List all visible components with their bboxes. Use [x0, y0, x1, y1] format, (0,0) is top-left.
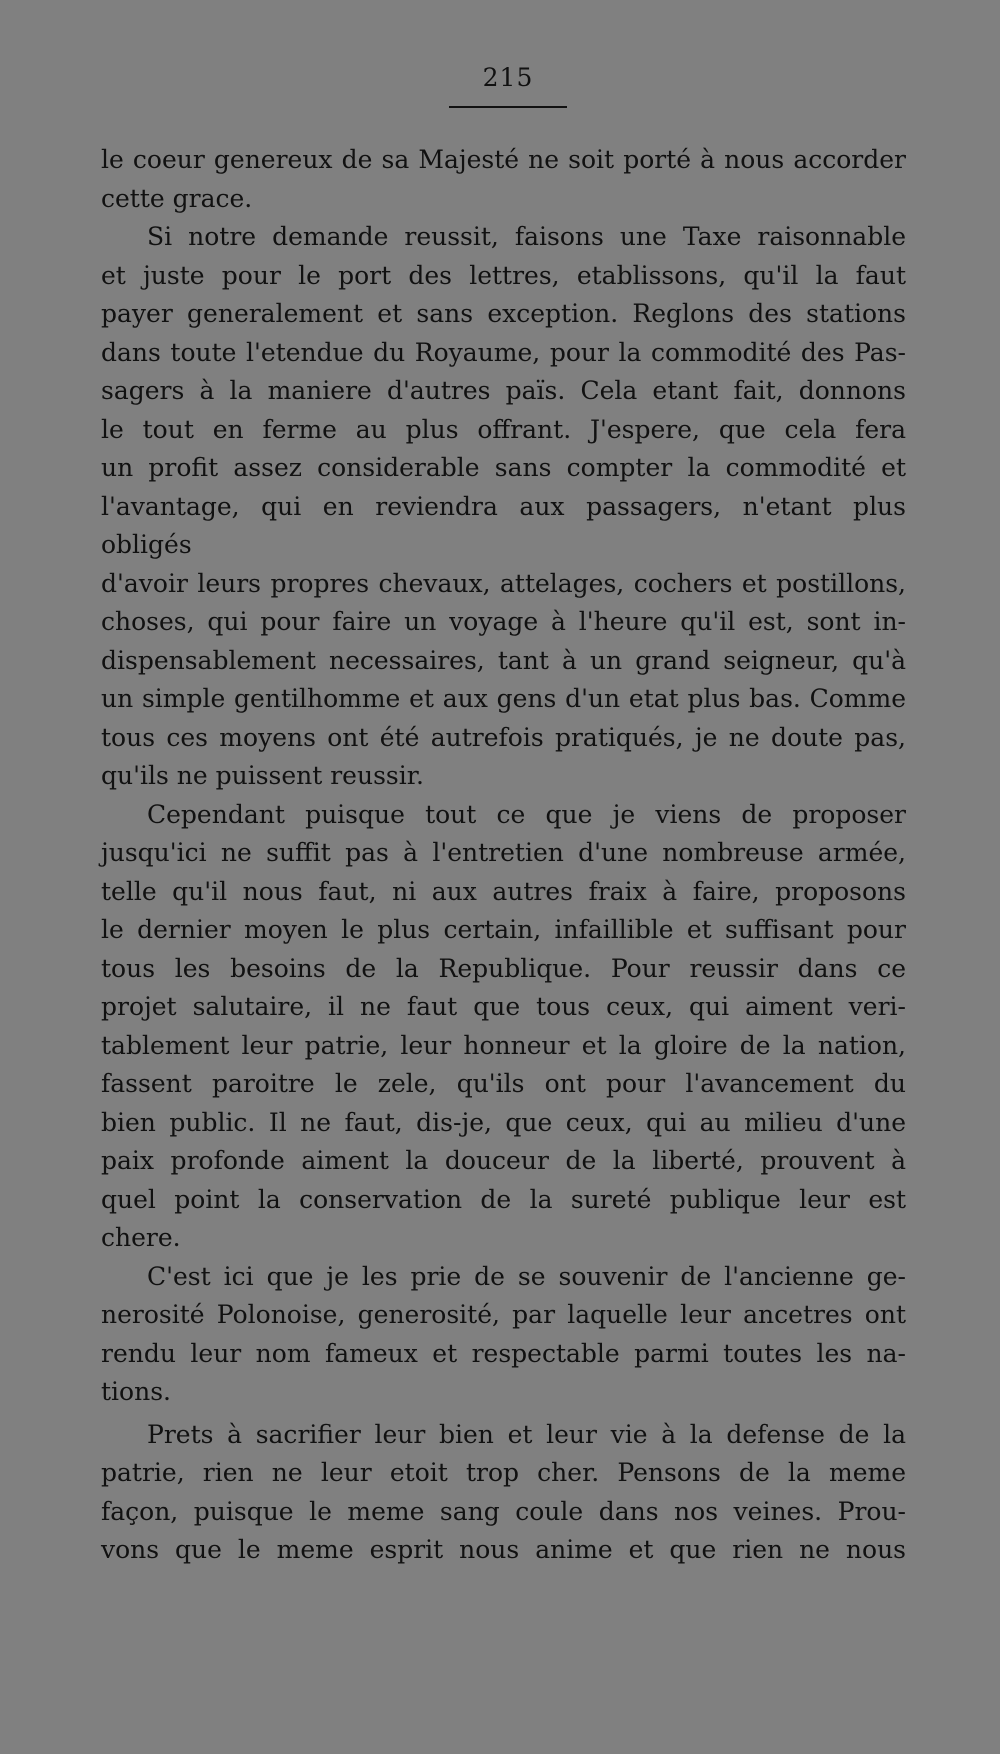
text-line: un simple gentilhomme et aux gens d'un etat plus bas. Comme [101, 684, 906, 713]
paragraph-cependant [101, 796, 906, 1258]
text-line: tablement leur patrie, leur honneur et la gloire de la nation, [101, 1030, 906, 1060]
text-line: Prets à sacrifier leur bien et leur vie à la defense de la [147, 1419, 906, 1449]
text-line: dispensablement necessaires, tant à un grand seigneur, qu'à [101, 645, 906, 675]
text-line: paix profonde aiment la douceur de la liberté, prouvent à [101, 1146, 906, 1175]
text-line: façon, puisque le meme sang coule dans nos veines. Prou- [101, 1496, 906, 1526]
text-line: quel point la conservation de la sureté publique leur est [101, 1184, 906, 1214]
text-line: bien public. Il ne faut, dis-je, que ceux, qui au milieu d'une [101, 1107, 906, 1137]
text-line: qu'ils ne puissent reussir. [101, 761, 424, 790]
text-line: vons que le meme esprit nous anime et que rien ne nous [101, 1535, 906, 1564]
paragraph-generosite [101, 1258, 906, 1412]
body-text [101, 141, 906, 1570]
text-line: et juste pour le port des lettres, etablissons, qu'il la faut [101, 260, 906, 290]
text-line: jusqu'ici ne suffit pas à l'entretien d'une nombreuse armée, [101, 838, 906, 867]
text-line: tous ces moyens ont été autrefois pratiqués, je ne doute pas, [101, 722, 906, 752]
text-line: choses, qui pour faire un voyage à l'heure qu'il est, sont in- [101, 607, 906, 636]
text-line: telle qu'il nous faut, ni aux autres fraix à faire, proposons [101, 876, 906, 906]
text-line: le coeur genereux de sa Majesté ne soit porté à nous accorder [101, 145, 906, 174]
text-line: d'avoir leurs propres chevaux, attelages, cochers et postillons, [101, 568, 906, 598]
paragraph-taxe [101, 218, 906, 796]
text-line: dans toute l'etendue du Royaume, pour la commodité des Pas- [101, 337, 906, 367]
header-rule [449, 106, 567, 108]
text-line: sagers à la maniere d'autres païs. Cela etant fait, donnons [101, 376, 906, 405]
text-line: patrie, rien ne leur etoit trop cher. Pensons de la meme [101, 1458, 906, 1487]
text-line: fassent paroitre le zele, qu'ils ont pour l'avancement du [101, 1069, 906, 1098]
text-line: le tout en ferme au plus offrant. J'espere, que cela fera [101, 414, 906, 444]
page-number: 215 [482, 63, 534, 92]
text-line: un profit assez considerable sans compter la commodité et [101, 453, 906, 482]
paragraph-prets [101, 1416, 906, 1570]
text-line: rendu leur nom fameux et respectable parmi toutes les na- [101, 1338, 906, 1368]
text-line: l'avantage, qui en reviendra aux passagers, n'etant plus obligés [101, 491, 906, 559]
text-line: tions. [101, 1377, 171, 1406]
paragraph-continuation [101, 141, 906, 218]
text-line: payer generalement et sans exception. Reglons des stations [101, 299, 906, 328]
text-line: nerosité Polonoise, generosité, par laquelle leur ancetres ont [101, 1300, 906, 1329]
text-line: cette grace. [101, 183, 253, 213]
text-line: C'est ici que je les prie de se souvenir de l'ancienne ge- [147, 1261, 906, 1291]
text-line: chere. [101, 1223, 181, 1252]
text-line: projet salutaire, il ne faut que tous ceux, qui aiment veri- [101, 992, 906, 1021]
text-line: Cependant puisque tout ce que je viens de proposer [147, 799, 906, 829]
text-line: le dernier moyen le plus certain, infaillible et suffisant pour [101, 915, 906, 944]
text-line: Si notre demande reussit, faisons une Taxe raisonnable [147, 222, 906, 251]
text-line: tous les besoins de la Republique. Pour reussir dans ce [101, 953, 906, 983]
